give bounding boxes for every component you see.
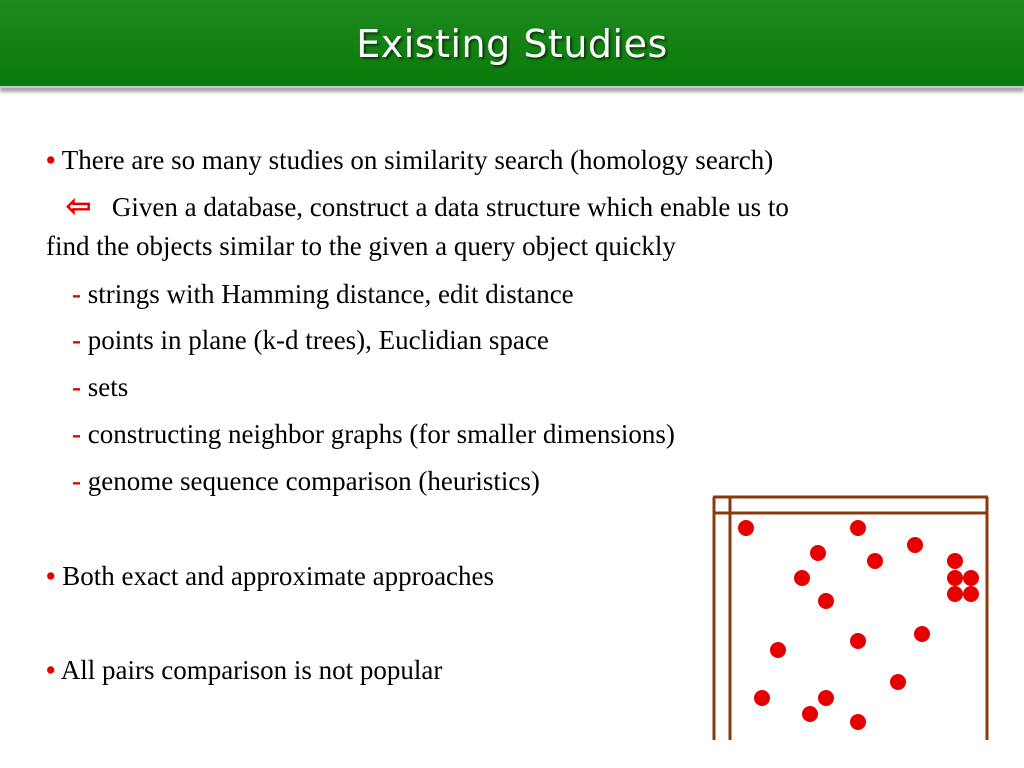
bullet-text: Both exact and approximate approaches (62, 561, 495, 591)
point-dot (907, 537, 923, 553)
point-dot (794, 570, 810, 586)
sub-item-text: sets (87, 372, 129, 402)
point-dot (754, 690, 770, 706)
point-dot (802, 706, 818, 722)
dash-marker: - (72, 372, 81, 402)
point-dot (770, 642, 786, 658)
point-dot (963, 570, 979, 586)
sub-item-text: genome sequence comparison (heuristics) (87, 466, 540, 496)
point-dot (810, 545, 826, 561)
sub-item-text: strings with Hamming distance, edit distance (87, 279, 574, 309)
left-arrow-icon: ⇦ (66, 190, 92, 223)
dash-marker: - (72, 419, 81, 449)
point-dot (818, 690, 834, 706)
point-dot (738, 520, 754, 536)
sub-item-text: points in plane (k-d trees), Euclidian space (87, 325, 549, 355)
point-dot (947, 586, 963, 602)
slide-title: Existing Studies (356, 22, 668, 66)
bullet-marker: • (46, 655, 56, 685)
bullet-text: All pairs comparison is not popular (60, 655, 443, 685)
bullet-marker: • (46, 561, 56, 591)
point-dot (914, 626, 930, 642)
point-dot (818, 593, 834, 609)
point-dot (890, 674, 906, 690)
point-dot (850, 520, 866, 536)
bullet-text: There are so many studies on similarity search (homology search) (61, 145, 774, 175)
point-dot (947, 553, 963, 569)
arrow-text-line2: find the objects similar to the given a query object quickly (46, 231, 676, 261)
point-dot (947, 570, 963, 586)
point-dot (850, 633, 866, 649)
dash-marker: - (72, 279, 81, 309)
sub-item-text: constructing neighbor graphs (for smaller dimensions) (87, 419, 675, 449)
point-dot (867, 553, 883, 569)
point-dot (850, 714, 866, 730)
dash-marker: - (72, 466, 81, 496)
point-dot (963, 586, 979, 602)
dash-marker: - (72, 325, 81, 355)
arrow-text-line1: Given a database, construct a data structure which enable us to (111, 192, 789, 222)
bullet-marker: • (46, 145, 56, 175)
